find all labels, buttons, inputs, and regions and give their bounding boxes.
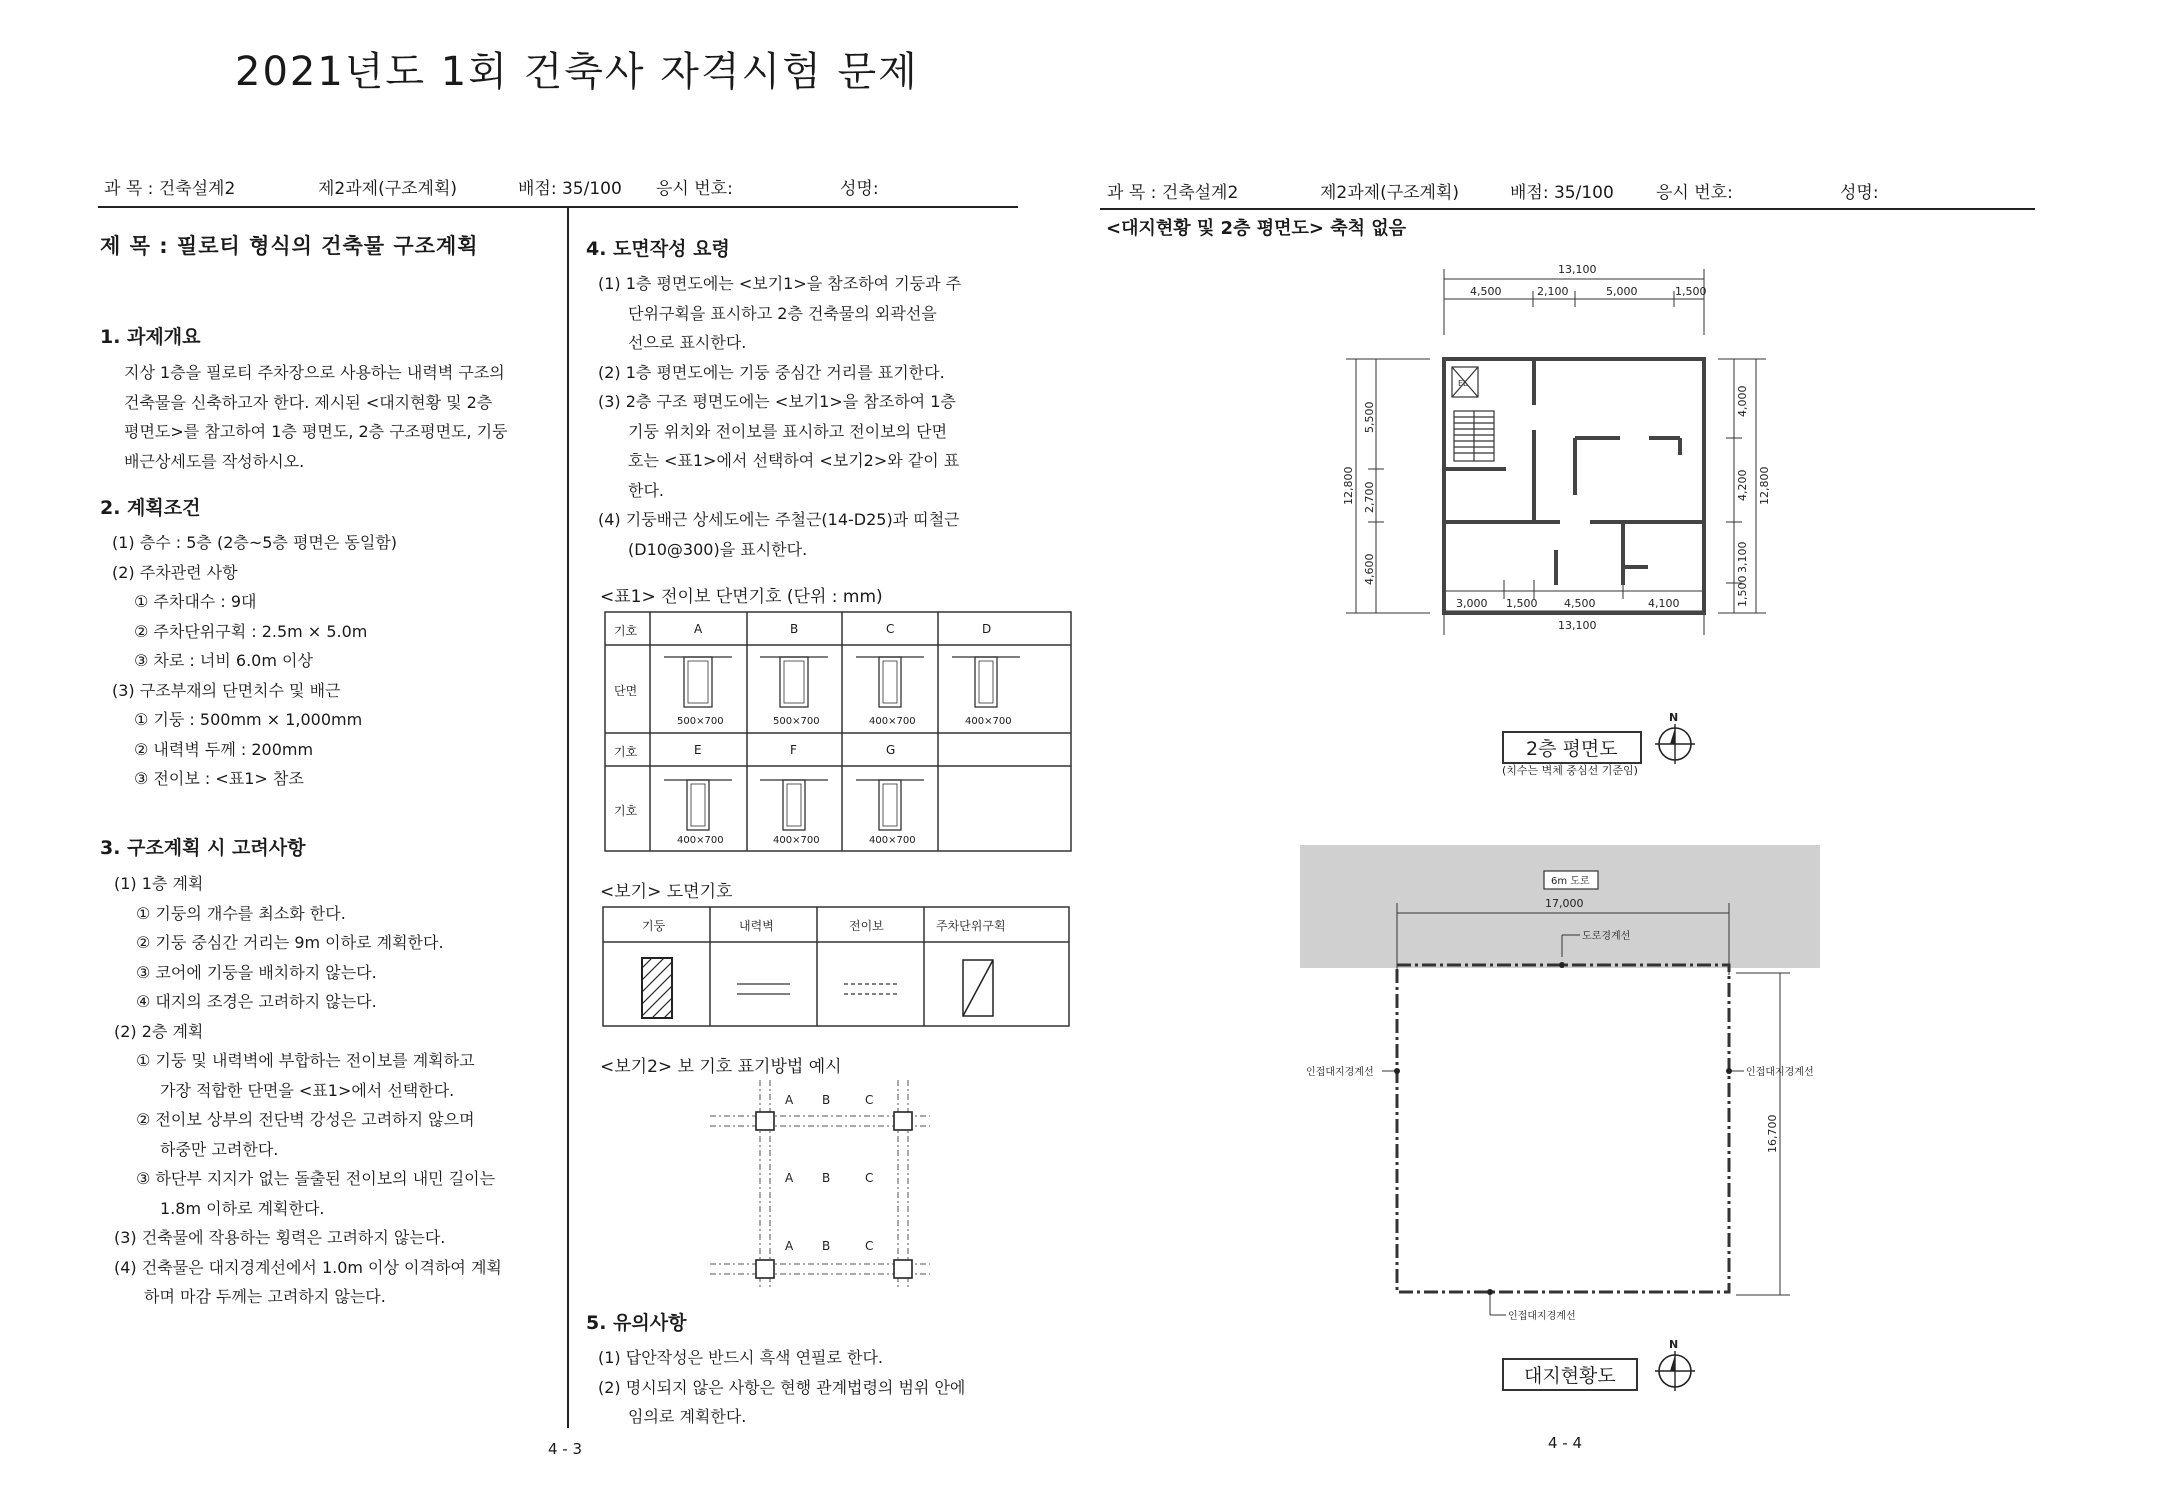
plan-left-dim: 2,700 bbox=[1363, 481, 1376, 513]
page-number-left: 4 - 3 bbox=[548, 1440, 583, 1458]
beam-section-glyph bbox=[760, 657, 828, 707]
plan-title: 2층 평면도 bbox=[1502, 731, 1642, 764]
beam-section-glyph bbox=[664, 780, 732, 830]
beam-section-glyph bbox=[664, 657, 732, 707]
plan-note: (치수는 벽체 중심선 기준임) bbox=[1502, 764, 1638, 777]
plan-right-total: 12,800 bbox=[1758, 466, 1771, 505]
legend1-caption: <보기> 도면기호 bbox=[600, 882, 733, 902]
legend2-label-b1: B bbox=[822, 1093, 831, 1107]
plan-bottom-dim: 4,500 bbox=[1564, 597, 1596, 610]
header-subject-left: 과 목 : 건축설계2 bbox=[104, 179, 236, 199]
plan-bottom-dim: 4,100 bbox=[1648, 597, 1680, 610]
section-5-body bbox=[598, 1343, 965, 1432]
table1-grid bbox=[604, 611, 1074, 853]
section-2-line: (2) 주차관련 사항 bbox=[112, 562, 238, 582]
legend2-label-a3: A bbox=[785, 1239, 794, 1253]
north-arrow-icon bbox=[1654, 710, 1696, 766]
section-3-line: ① 기둥 및 내력벽에 부합하는 전이보를 계획하고 bbox=[136, 1051, 475, 1070]
table1-dim-e: 400×700 bbox=[677, 835, 724, 846]
plan-top-dim: 1,500 bbox=[1675, 285, 1707, 298]
header-name-left: 성명: bbox=[840, 179, 879, 199]
table1-label-symbol-3: 기호 bbox=[614, 804, 638, 818]
table1-sym-a: A bbox=[694, 622, 703, 636]
table1-dim-f: 400×700 bbox=[773, 835, 820, 846]
header-rule-left bbox=[98, 206, 1018, 208]
transfer-beam-symbol bbox=[844, 984, 898, 994]
site-title: 대지현황도 bbox=[1502, 1358, 1638, 1391]
legend1-header-parking: 주차단위구획 bbox=[936, 919, 1006, 933]
section-4-line: (D10@300)을 표시한다. bbox=[628, 539, 808, 559]
table1-label-section: 단면 bbox=[614, 684, 638, 698]
section-2-line: ③ 전이보 : <표1> 참조 bbox=[134, 769, 304, 788]
legend2-label-c3: C bbox=[865, 1239, 874, 1253]
legend1-header-wall: 내력벽 bbox=[739, 919, 774, 933]
north-label: N bbox=[1669, 711, 1679, 724]
plan-bottom-dim: 3,000 bbox=[1456, 597, 1488, 610]
section-3-line: 하며 마감 두께는 고려하지 않는다. bbox=[144, 1287, 386, 1306]
section-4-line: (4) 기둥배근 상세도에는 주철근(14-D25)과 띠철근 bbox=[598, 510, 960, 529]
site-plan bbox=[1300, 845, 1820, 1322]
section-4-line: (1) 1층 평면도에는 <보기1>을 참조하여 기둥과 주 bbox=[598, 274, 962, 293]
section-2-line: ③ 차로 : 너비 6.0m 이상 bbox=[134, 651, 313, 670]
section-4-line: (3) 2층 구조 평면도에는 <보기1>을 참조하여 1층 bbox=[598, 392, 956, 411]
section-4-line: 선으로 표시한다. bbox=[628, 333, 747, 352]
road-label: 6m 도로 bbox=[1551, 876, 1590, 887]
legend1-header-column: 기둥 bbox=[642, 919, 666, 933]
section-5-line: (2) 명시되지 않은 사항은 현행 관계법령의 범위 안에 bbox=[598, 1377, 966, 1397]
site-boundary bbox=[1397, 965, 1729, 1292]
plan-right-dim: 4,000 bbox=[1736, 385, 1749, 417]
legend2-label-c2: C bbox=[865, 1171, 874, 1185]
table1-dim-b: 500×700 bbox=[773, 716, 820, 727]
section-3-line: 하중만 고려한다. bbox=[160, 1139, 279, 1159]
plan-right-dim: 4,200 bbox=[1736, 469, 1749, 501]
header-score-right: 배점: 35/100 bbox=[1510, 183, 1614, 203]
section-4-line: 단위구획을 표시하고 2층 건축물의 외곽선을 bbox=[628, 303, 937, 323]
section-2-line: ① 기둥 : 500mm × 1,000mm bbox=[134, 710, 363, 729]
legend1-table bbox=[602, 906, 1018, 1028]
section-5-line: (1) 답안작성은 반드시 흑색 연필로 한다. bbox=[598, 1348, 884, 1367]
table1-dim-d: 400×700 bbox=[965, 716, 1012, 727]
plan-top-dim: 4,500 bbox=[1470, 285, 1502, 298]
table1-sym-c: C bbox=[886, 622, 895, 636]
header-task-right: 제2과제(구조계획) bbox=[1320, 183, 1460, 203]
table1-dim-c: 400×700 bbox=[869, 716, 916, 727]
adjacent-bottom-label: 인접대지경계선 bbox=[1508, 1311, 1576, 1322]
section-3-body bbox=[114, 869, 502, 1312]
section-4-body bbox=[598, 269, 961, 564]
section-3-line: (3) 건축물에 작용하는 횡력은 고려하지 않는다. bbox=[114, 1228, 446, 1247]
section-1-line: 배근상세도를 작성하시오. bbox=[124, 451, 305, 471]
section-3-line: ④ 대지의 조경은 고려하지 않는다. bbox=[136, 992, 377, 1011]
section-2-body bbox=[112, 528, 397, 794]
plan-bottom-dim: 1,500 bbox=[1506, 597, 1538, 610]
section-3-line: (4) 건축물은 대지경계선에서 1.0m 이상 이격하여 계획 bbox=[114, 1257, 502, 1277]
legend2-label-b2: B bbox=[822, 1171, 831, 1185]
beam-section-glyph bbox=[760, 780, 828, 830]
plan-left-total: 12,800 bbox=[1342, 466, 1355, 505]
parking-unit-symbol bbox=[963, 960, 993, 1016]
adjacent-right-label: 인접대지경계선 bbox=[1746, 1067, 1814, 1078]
section-3-line: 1.8m 이하로 계획한다. bbox=[160, 1198, 325, 1218]
section-2-line: ② 내력벽 두께 : 200mm bbox=[134, 739, 314, 759]
header-score-left: 배점: 35/100 bbox=[518, 179, 622, 199]
table1-label-symbol: 기호 bbox=[614, 624, 638, 638]
section-2-line: (1) 층수 : 5층 (2층~5층 평면은 동일함) bbox=[112, 533, 398, 552]
section-5-line: 임의로 계획한다. bbox=[628, 1407, 747, 1426]
section-2-heading: 2. 계획조건 bbox=[100, 497, 201, 519]
section-3-line: ③ 하단부 지지가 없는 돌출된 전이보의 내민 길이는 bbox=[136, 1169, 496, 1188]
second-floor-plan bbox=[1330, 255, 1810, 665]
plan-top-dim: 2,100 bbox=[1537, 285, 1569, 298]
column-symbol bbox=[642, 958, 672, 1018]
beam-section-glyph bbox=[856, 780, 924, 830]
site-depth: 16,700 bbox=[1766, 1114, 1779, 1153]
header-name-right: 성명: bbox=[1840, 183, 1879, 203]
section-3-line: ③ 코어에 기둥을 배치하지 않는다. bbox=[136, 962, 377, 982]
subject-title: 제 목 : 필로티 형식의 건축물 구조계획 bbox=[100, 234, 479, 258]
section-1-line: 건축물을 신축하고자 한다. 제시된 <대지현황 및 2층 bbox=[124, 392, 493, 412]
wall-symbol bbox=[737, 984, 790, 994]
site-width: 17,000 bbox=[1545, 897, 1584, 910]
legend2-caption: <보기2> 보 기호 표기방법 예시 bbox=[600, 1057, 842, 1077]
section-1-heading: 1. 과제개요 bbox=[100, 326, 201, 348]
page-title: 2021년도 1회 건축사 자격시험 문제 bbox=[235, 49, 919, 95]
legend2-label-c1: C bbox=[865, 1093, 874, 1107]
legend2-label-a2: A bbox=[785, 1171, 794, 1185]
legend2-diagram bbox=[710, 1080, 930, 1290]
section-1-line: 평면도>를 참고하여 1층 평면도, 2층 구조평면도, 기둥 bbox=[124, 422, 508, 441]
section-2-line: (3) 구조부재의 단면치수 및 배근 bbox=[112, 680, 341, 700]
section-3-line: ② 전이보 상부의 전단벽 강성은 고려하지 않으며 bbox=[136, 1110, 475, 1129]
table1-caption: <표1> 전이보 단면기호 (단위 : mm) bbox=[600, 587, 883, 607]
road-boundary-label: 도로경계선 bbox=[1582, 931, 1631, 942]
site-north-arrow-icon bbox=[1654, 1337, 1696, 1393]
plan-top-dim: 5,000 bbox=[1606, 285, 1638, 298]
section-3-line: ② 기둥 중심간 거리는 9m 이하로 계획한다. bbox=[136, 933, 444, 952]
section-4-line: 기둥 위치와 전이보를 표시하고 전이보의 단면 bbox=[628, 421, 948, 441]
section-2-line: ② 주차단위구획 : 2.5m × 5.0m bbox=[134, 621, 368, 641]
page-number-right: 4 - 4 bbox=[1548, 1434, 1583, 1452]
table1 bbox=[604, 611, 1018, 853]
section-3-heading: 3. 구조계획 시 고려사항 bbox=[100, 837, 306, 859]
plan-right-dim: 3,100 bbox=[1736, 541, 1749, 573]
header-examno-right: 응시 번호: bbox=[1656, 183, 1733, 203]
table1-dim-g: 400×700 bbox=[869, 835, 916, 846]
section-4-line: 한다. bbox=[628, 480, 664, 500]
right-heading: <대지현황 및 2층 평면도> 축척 없음 bbox=[1106, 218, 1407, 239]
legend2-label-a1: A bbox=[785, 1093, 794, 1107]
header-examno-left: 응시 번호: bbox=[656, 179, 733, 199]
beam-section-glyph bbox=[952, 657, 1020, 707]
section-3-line: (1) 1층 계획 bbox=[114, 874, 204, 893]
column-divider bbox=[567, 208, 569, 1428]
section-1-body bbox=[124, 358, 554, 476]
section-5-heading: 5. 유의사항 bbox=[586, 1312, 687, 1334]
section-3-line: (2) 2층 계획 bbox=[114, 1021, 204, 1041]
plan-left-dim: 4,600 bbox=[1363, 553, 1376, 585]
header-task-left: 제2과제(구조계획) bbox=[318, 179, 458, 199]
table1-sym-d: D bbox=[982, 622, 992, 636]
section-4-line: 호는 <표1>에서 선택하여 <보기2>와 같이 표 bbox=[628, 451, 960, 470]
section-4-heading: 4. 도면작성 요령 bbox=[586, 238, 730, 260]
plan-right-dim: 1,500 bbox=[1736, 575, 1749, 607]
header-subject-right: 과 목 : 건축설계2 bbox=[1107, 183, 1239, 203]
section-1-line: 지상 1층을 필로티 주차장으로 사용하는 내력벽 구조의 bbox=[124, 363, 505, 382]
legend1-header-beam: 전이보 bbox=[849, 919, 884, 933]
beam-section-glyph bbox=[856, 657, 924, 707]
table1-label-symbol-2: 기호 bbox=[614, 745, 638, 759]
adjacent-left-label: 인접대지경계선 bbox=[1306, 1067, 1374, 1078]
table1-sym-e: E bbox=[694, 743, 702, 757]
plan-bottom-total: 13,100 bbox=[1558, 619, 1597, 632]
section-3-line: 가장 적합한 단면을 <표1>에서 선택한다. bbox=[160, 1080, 455, 1100]
section-2-line: ① 주차대수 : 9대 bbox=[134, 592, 257, 611]
header-rule-right bbox=[1100, 208, 2035, 210]
table1-sym-b: B bbox=[790, 622, 799, 636]
plan-left-dim: 5,500 bbox=[1363, 401, 1376, 433]
plan-top-total: 13,100 bbox=[1558, 263, 1597, 276]
section-3-line: ① 기둥의 개수를 최소화 한다. bbox=[136, 903, 346, 923]
table1-dim-a: 500×700 bbox=[677, 716, 724, 727]
legend2-label-b3: B bbox=[822, 1239, 831, 1253]
section-4-line: (2) 1층 평면도에는 기둥 중심간 거리를 표기한다. bbox=[598, 362, 945, 382]
elevator-label: EL bbox=[1458, 379, 1468, 388]
table1-sym-f: F bbox=[790, 743, 797, 757]
site-north-label: N bbox=[1669, 1338, 1679, 1351]
table1-sym-g: G bbox=[886, 743, 896, 757]
